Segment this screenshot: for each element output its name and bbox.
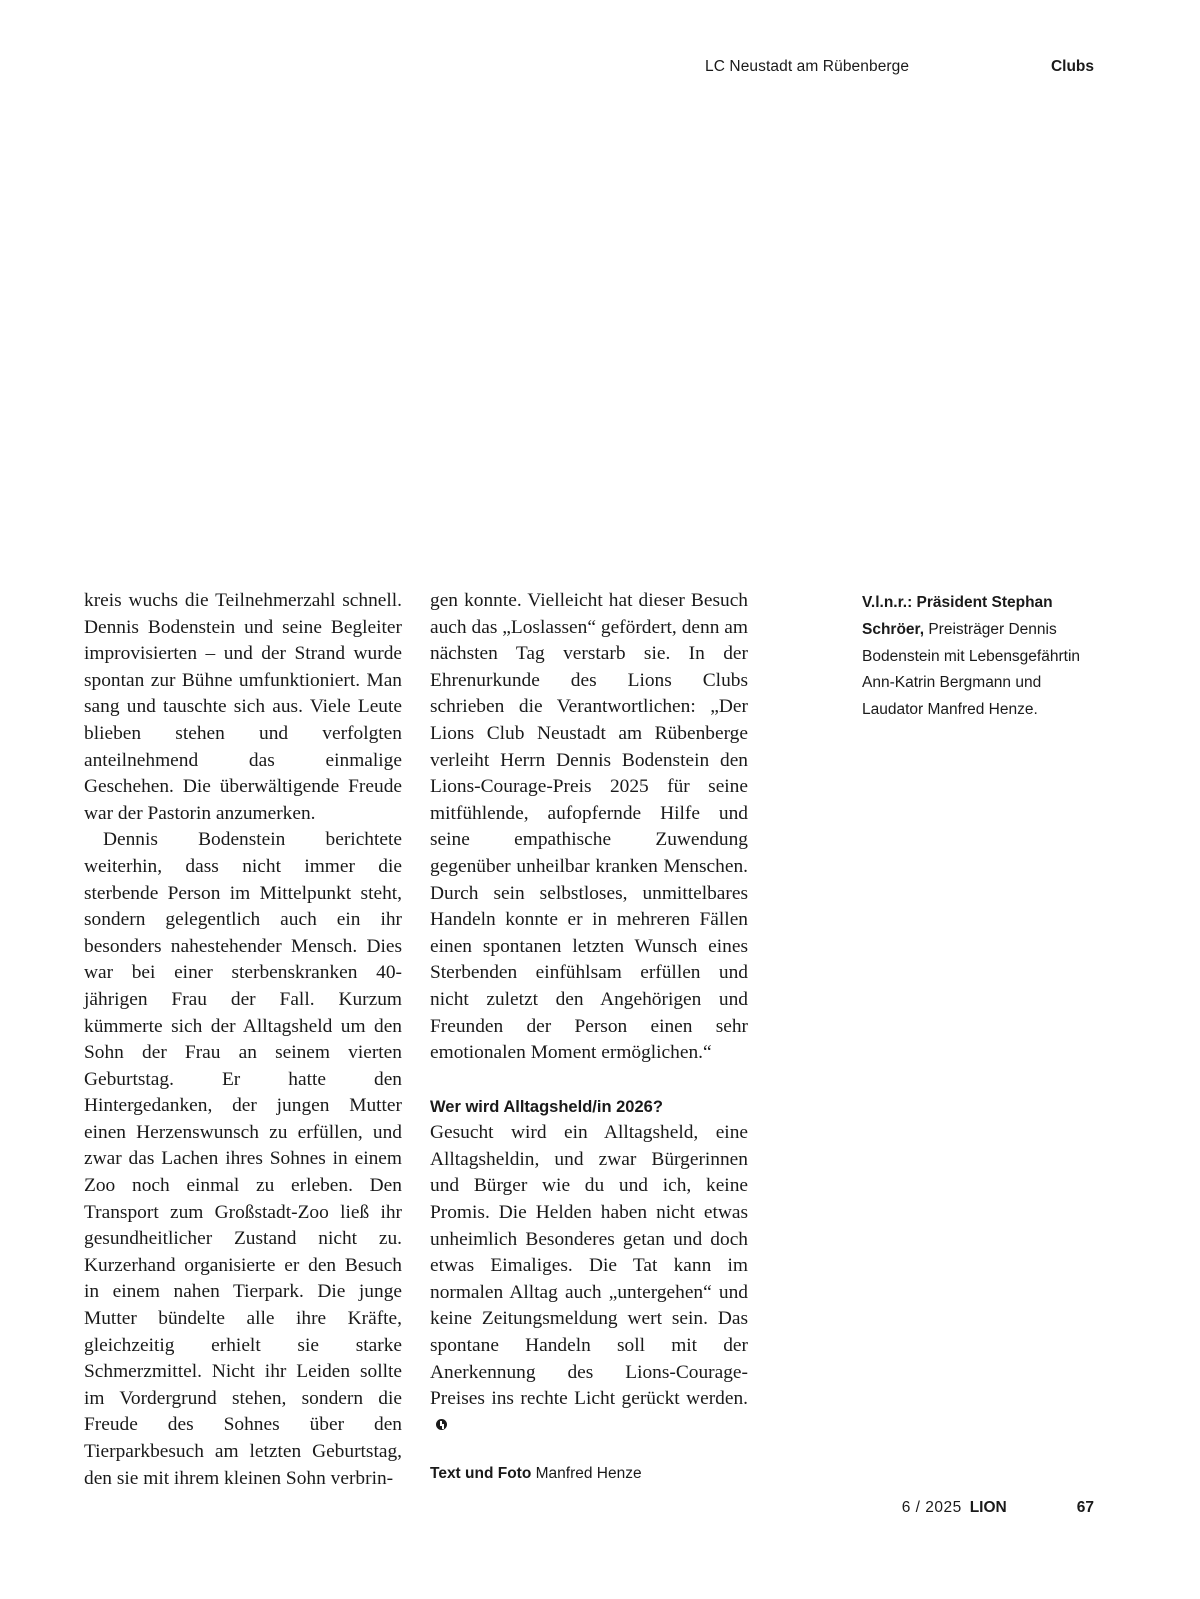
article-column-2 [430,588,748,1488]
page-footer [902,1499,1094,1517]
magazine-name: LION [969,1499,1007,1516]
issue-number: 6 / 2025 [901,1499,962,1516]
photo-area [0,95,1200,565]
credit-label: Text und Foto [430,1465,532,1483]
photo-caption [862,590,1102,724]
body-paragraph: gen konnte. Vielleicht hat dieser Besuch auch das „Loslassen“ gefördert, denn am nächsten Tag verstarb sie. In der Ehrenurkunde des Lions Clubs schrieben die Verantwortlichen: „Der Lions Club Neustadt am Rübenberge verleiht Herrn Dennis Bodenstein den Lions-Courage-Preis 2025 für seine mitfühlende, aufopfernde Hilfe und seine empathische Zuwendung gegenüber unheilbar kranken Menschen. Durch sein selbstloses, unmittelbares Handeln konnte er in mehreren Fällen einen spontanen letzten Wunsch eines Sterbenden einfühlsam erfüllen und nicht zuletzt den Angehörigen und Freunden der Person einen sehr emotionalen Moment ermöglichen.“ [430,590,748,1064]
article-column-1 [84,588,402,1492]
page-number: 67 [1076,1499,1094,1516]
credit-name: Manfred Henze [535,1465,642,1483]
header-section: LC Neustadt am Rübenberge [705,58,910,75]
subheading: Wer wird Alltagsheld/in 2026? [430,1097,663,1116]
caption-text: Preisträger Dennis Bodenstein mit Lebensgefährtin Ann-Katrin Bergmann und Laudator Manfred Henze. [862,620,1081,719]
lion-end-mark-icon [436,1419,447,1430]
body-paragraph-text: Gesucht wird ein Alltagsheld, eine Alltagsheldin, und zwar Bürgerinnen und Bürger wie du und ich, keine Promis. Die Helden haben nicht etwas unheimlich Besonderes getan und doch etwas Eimaliges. Die Tat kann im normalen Alltag auch „untergehen“ und keine Zeitungsmeldung wert sein. Das spontane Handeln soll mit der Anerkennung des Lions-Courage-Preises ins rechte Licht gerückt werden. [430,1122,748,1410]
article-credit [430,1461,748,1488]
header-category: Clubs [1050,58,1094,75]
body-paragraph-end [430,1120,748,1439]
caption-bold: V.l.n.r.: Präsident Stephan Schröer, [862,594,1053,638]
body-paragraph: kreis wuchs die Teilnehmerzahl schnell. Dennis Bodenstein und seine Begleiter improvisierten – und der Strand wurde spontan zur Bühne umfunktioniert. Man sang und tauschte sich aus. Viele Leute blieben stehen und verfolgten anteilnehmend das einmalige Geschehen. Die überwältigende Freude war der Pastorin anzumerken. [84,590,402,824]
body-paragraph: Dennis Bodenstein berichtete weiterhin, dass nicht immer die sterbende Person im Mittelpunkt steht, sondern gelegentlich auch ein ihr besonders nahestehender Mensch. Dies war bei einer sterbenskranken 40-jährigen Frau der Fall. Kurzum kümmerte sich der Alltagsheld um den Sohn der Frau an seinem vierten Geburtstag. Er hatte den Hintergedanken, der jungen Mutter einen Herzenswunsch zu erfüllen, und zwar das Lachen ihres Sohnes in einem Zoo noch einmal zu erleben. Den Transport zum Großstadt-Zoo ließ ihr gesundheitlicher Zustand nicht zu. Kurzerhand organisierte er den Besuch in einem nahen Tierpark. Die junge Mutter bündelte alle ihre Kräfte, gleichzeitig erhielt sie starke Schmerzmittel. Nicht ihr Leiden sollte im Vordergrund stehen, sondern die Freude des Sohnes über den Tierparkbesuch am letzten Geburtstag, den sie mit ihrem kleinen Sohn verbrin- [84,829,402,1489]
